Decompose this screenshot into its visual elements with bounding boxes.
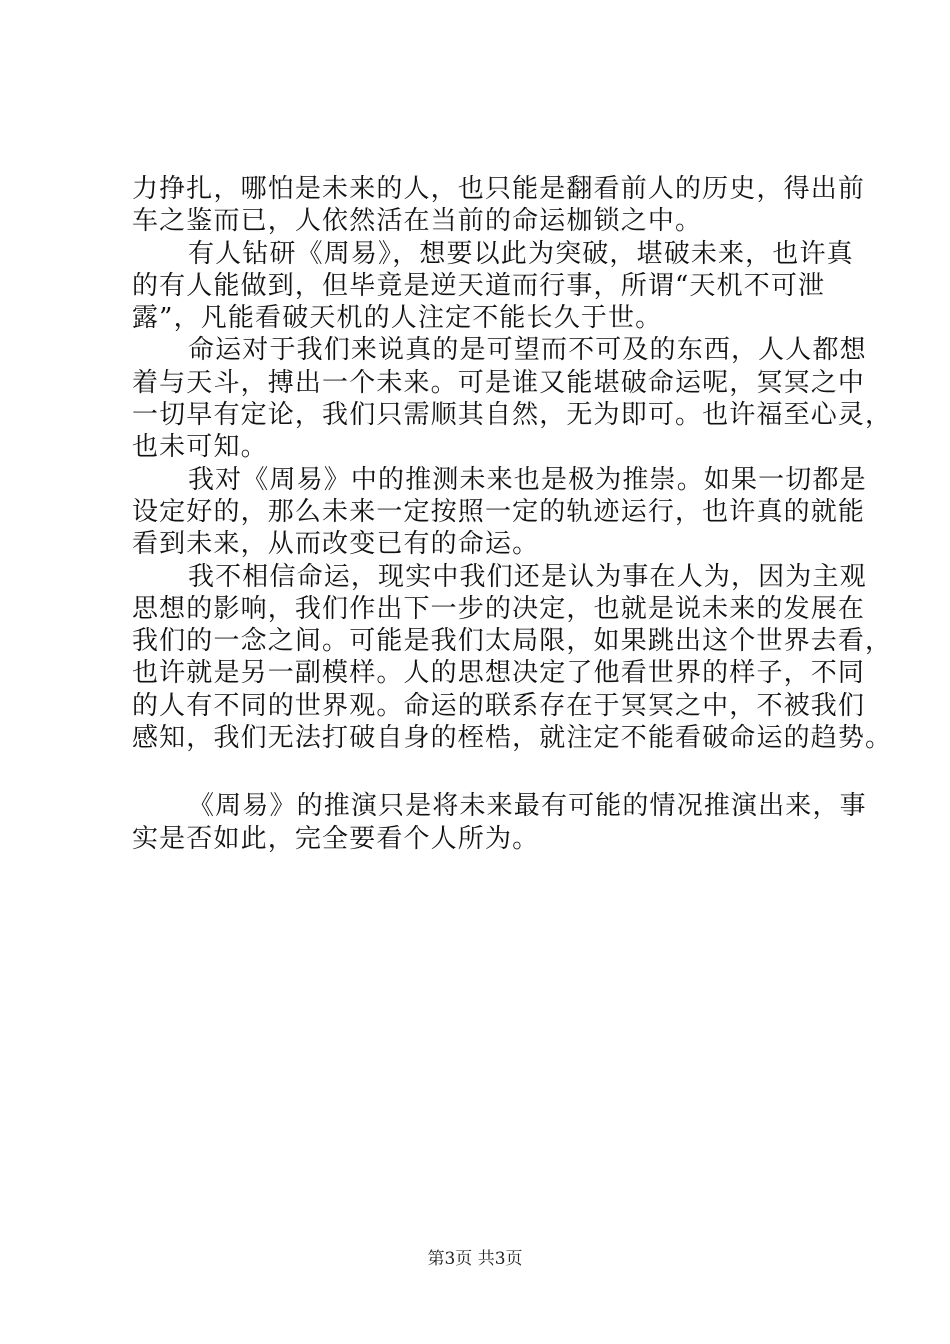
text-line: 思想的影响，我们作出下一步的决定，也就是说未来的发展在 bbox=[132, 593, 866, 624]
text-line: 命运对于我们来说真的是可望而不可及的东西，人人都想 bbox=[188, 335, 867, 366]
paragraph bbox=[132, 238, 854, 335]
text-line: 的人有不同的世界观。命运的联系存在于冥冥之中，不被我们 bbox=[132, 690, 866, 721]
text-line: 有人钻研《周易》，想要以此为突破，堪破未来，也许真 bbox=[188, 238, 854, 269]
text-line: 《周易》的推演只是将未来最有可能的情况推演出来，事 bbox=[188, 791, 867, 822]
text-line: 车之鉴而已，人依然活在当前的命运枷锁之中。 bbox=[132, 206, 703, 237]
text-line: 也许就是另一副模样。人的思想决定了他看世界的样子，不同 bbox=[132, 658, 866, 689]
page-footer: 第3页 共3页 bbox=[427, 1249, 523, 1269]
text-line: 感知，我们无法打破自身的桎梏，就注定不能看破命运的趋势。 bbox=[132, 723, 893, 754]
paragraph bbox=[132, 173, 866, 238]
text-line: 的有人能做到，但毕竟是逆天道而行事，所谓“天机不可泄 bbox=[132, 270, 826, 301]
paragraph bbox=[132, 334, 893, 463]
text-line: 实是否如此，完全要看个人所为。 bbox=[132, 823, 540, 854]
paragraph-gap bbox=[132, 754, 832, 790]
text-line: 我对《周易》中的推测未来也是极为推崇。如果一切都是 bbox=[188, 464, 867, 495]
paragraph bbox=[132, 561, 893, 755]
text-line: 设定好的，那么未来一定按照一定的轨迹运行，也许真的就能 bbox=[132, 496, 866, 527]
text-line: 着与天斗，搏出一个未来。可是谁又能堪破命运呢，冥冥之中 bbox=[132, 367, 866, 398]
text-line: 看到未来，从而改变已有的命运。 bbox=[132, 529, 540, 560]
paragraph bbox=[132, 464, 867, 561]
text-line: 我们的一念之间。可能是我们太局限，如果跳出这个世界去看， bbox=[132, 626, 893, 657]
text-line: 我不相信命运，现实中我们还是认为事在人为，因为主观 bbox=[188, 561, 867, 592]
text-line: 一切早有定论，我们只需顺其自然，无为即可。也许福至心灵， bbox=[132, 400, 893, 431]
text-line: 力挣扎，哪怕是未来的人，也只能是翻看前人的历史，得出前 bbox=[132, 174, 866, 204]
paragraph bbox=[132, 790, 867, 855]
document-body bbox=[132, 173, 893, 855]
text-line: 也未可知。 bbox=[132, 432, 268, 463]
text-line: 露”，凡能看破天机的人注定不能长久于世。 bbox=[132, 303, 663, 334]
